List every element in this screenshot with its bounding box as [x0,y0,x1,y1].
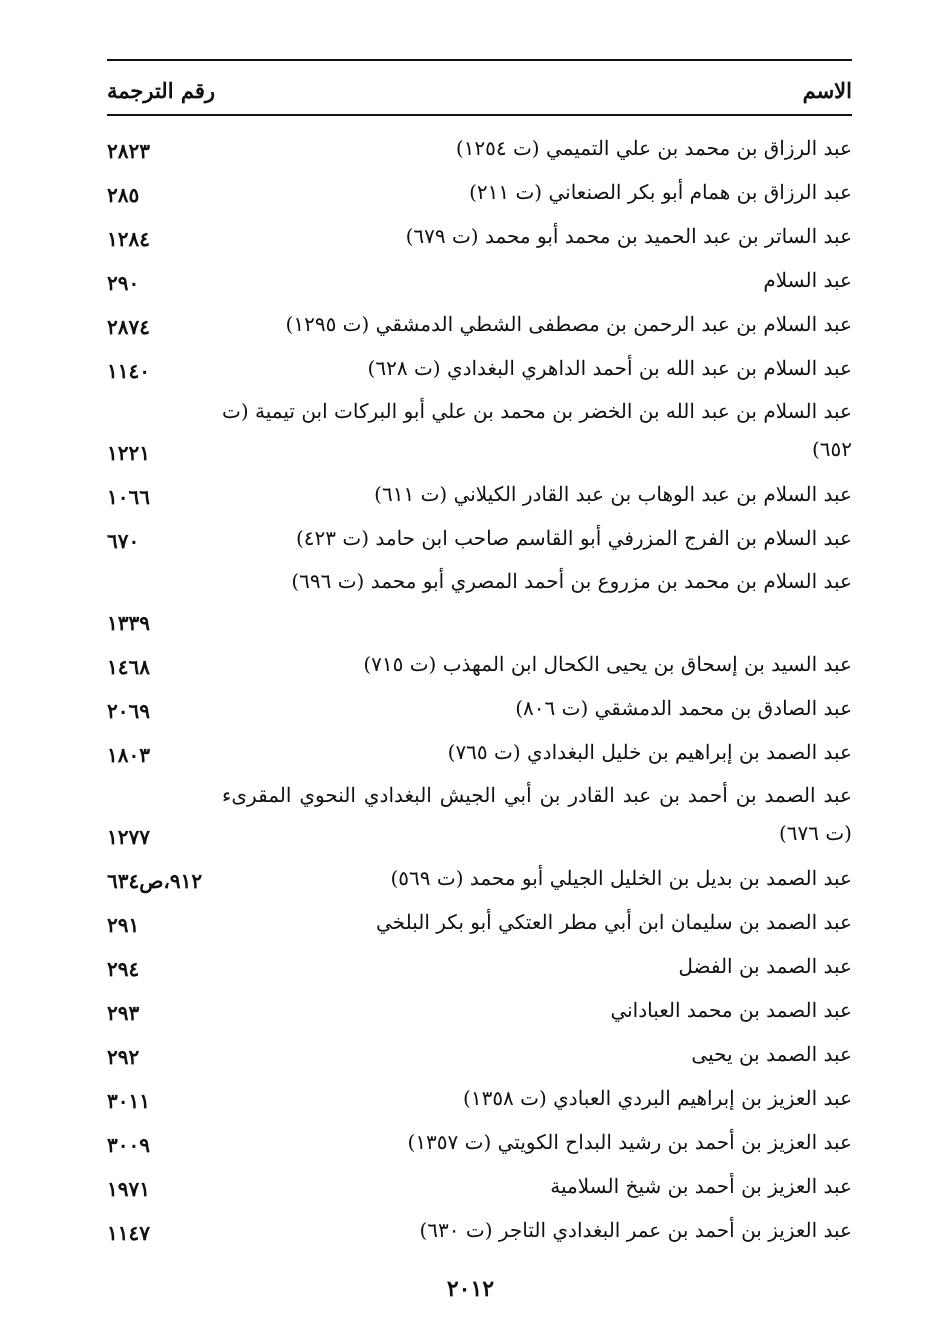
entry-number: ٢٩٣ [107,1001,140,1025]
entry-number: ٢٩٠ [107,271,140,295]
entry-name: عبد السيد بن إسحاق بن يحيى الكحال ابن المهذب (ت ٧١٥) [363,652,852,676]
index-entry [107,172,852,216]
entry-name: عبد الصادق بن محمد الدمشقي (ت ٨٠٦) [515,696,852,720]
page-number: ٢٠١٢ [446,1276,495,1302]
entry-name: عبد العزيز بن أحمد بن عمر البغدادي التاجر (ت ٦٣٠) [419,1218,852,1242]
entry-number: ٢٩٤ [107,957,140,981]
entry-number: ١٢٧٧ [107,825,150,849]
entry-number: ١٩٧١ [107,1177,150,1201]
index-entry [107,1034,852,1078]
index-entry [107,1078,852,1122]
entry-number: ١١٤٧ [107,1221,150,1245]
entry-number: ٩١٢،ص٦٣٤ [107,869,203,893]
index-entry [107,260,852,304]
index-entry [107,688,852,732]
entry-number: ٢٨٧٤ [107,315,150,339]
index-entry [107,732,852,776]
index-entry [107,1166,852,1210]
entry-number: ١١٤٠ [107,359,150,383]
header-rule [107,114,852,116]
entry-name: عبد السلام بن عبد الله بن الخضر بن محمد بن علي أبو البركات ابن تيمية (ت ٦٥٢) [222,399,852,461]
entry-name: عبد الرزاق بن محمد بن علي التميمي (ت ١٢٥٤) [455,136,852,160]
entry-number: ١٠٦٦ [107,485,150,509]
entry-name: عبد العزيز بن أحمد بن رشيد البداح الكويتي (ت ١٣٥٧) [407,1130,852,1154]
entry-number: ٢٨٥ [107,183,140,207]
entry-number: ٢٩١ [107,913,140,937]
header-number-label: رقم الترجمة [107,78,216,103]
entry-name: عبد الصمد بن بديل بن الخليل الجيلي أبو محمد (ت ٥٦٩) [390,866,852,890]
entry-name: عبد السلام بن عبد الوهاب بن عبد القادر الكيلاني (ت ٦١١) [374,482,852,506]
entry-name: عبد السلام بن محمد بن مزروع بن أحمد المصري أبو محمد (ت ٦٩٦) [291,569,852,593]
index-entry [107,1210,852,1254]
index-rows [107,128,852,1254]
entry-number: ١٤٦٨ [107,655,150,679]
entry-name: عبد الساتر بن عبد الحميد بن محمد أبو محمد (ت ٦٧٩) [405,224,852,248]
index-entry [107,990,852,1034]
entry-number: ٦٧٠ [107,529,140,553]
entry-number: ٣٠١١ [107,1089,150,1113]
index-entry [107,644,852,688]
entry-number: ٣٠٠٩ [107,1133,150,1157]
entry-name: عبد الصمد بن سليمان ابن أبي مطر العتكي أبو بكر البلخي [376,910,852,934]
entry-name: عبد الرزاق بن همام أبو بكر الصنعاني (ت ٢١١) [469,180,852,204]
entry-name: عبد العزيز بن إبراهيم البردي العبادي (ت ١٣٥٨) [463,1086,852,1110]
top-rule [107,59,852,61]
index-entry [107,348,852,392]
index-entry [107,946,852,990]
index-entry [107,902,852,946]
entry-number: ١٨٠٣ [107,743,150,767]
entry-name: عبد السلام بن عبد الرحمن بن مصطفى الشطي الدمشقي (ت ١٢٩٥) [285,312,852,336]
entry-name: عبد السلام بن عبد الله بن أحمد الداهري البغدادي (ت ٦٢٨) [367,356,852,380]
entry-number: ٢٨٢٣ [107,139,150,163]
entry-name: عبد الصمد بن يحيى [691,1042,852,1066]
entry-name: عبد السلام بن الفرج المزرفي أبو القاسم صاحب ابن حامد (ت ٤٢٣) [295,526,852,550]
header-name-label: الاسم [802,78,852,103]
index-entry [107,858,852,902]
entry-number: ١٢٨٤ [107,227,150,251]
entry-number: ١٣٣٩ [107,611,150,635]
index-entry [107,304,852,348]
entry-number: ١٢٢١ [107,441,150,465]
index-entry [107,776,852,858]
index-entry [107,518,852,562]
entry-number: ٢٠٦٩ [107,699,150,723]
entry-name: عبد الصمد بن أحمد بن عبد القادر بن أبي الجيش البغدادي النحوي المقرىء (ت ٦٧٦) [222,783,852,845]
index-entry [107,216,852,260]
index-entry [107,1122,852,1166]
entry-name: عبد السلام [763,268,852,292]
index-entry [107,562,852,644]
index-entry [107,392,852,474]
entry-name: عبد الصمد بن إبراهيم بن خليل البغدادي (ت ٧٦٥) [447,740,852,764]
entry-name: عبد الصمد بن محمد العباداني [610,998,852,1022]
entry-name: عبد العزيز بن أحمد بن شيخ السلامية [550,1174,852,1198]
entry-number: ٢٩٢ [107,1045,140,1069]
table-header [107,78,852,108]
index-entry [107,474,852,518]
index-entry [107,128,852,172]
entry-name: عبد الصمد بن الفضل [678,954,852,978]
